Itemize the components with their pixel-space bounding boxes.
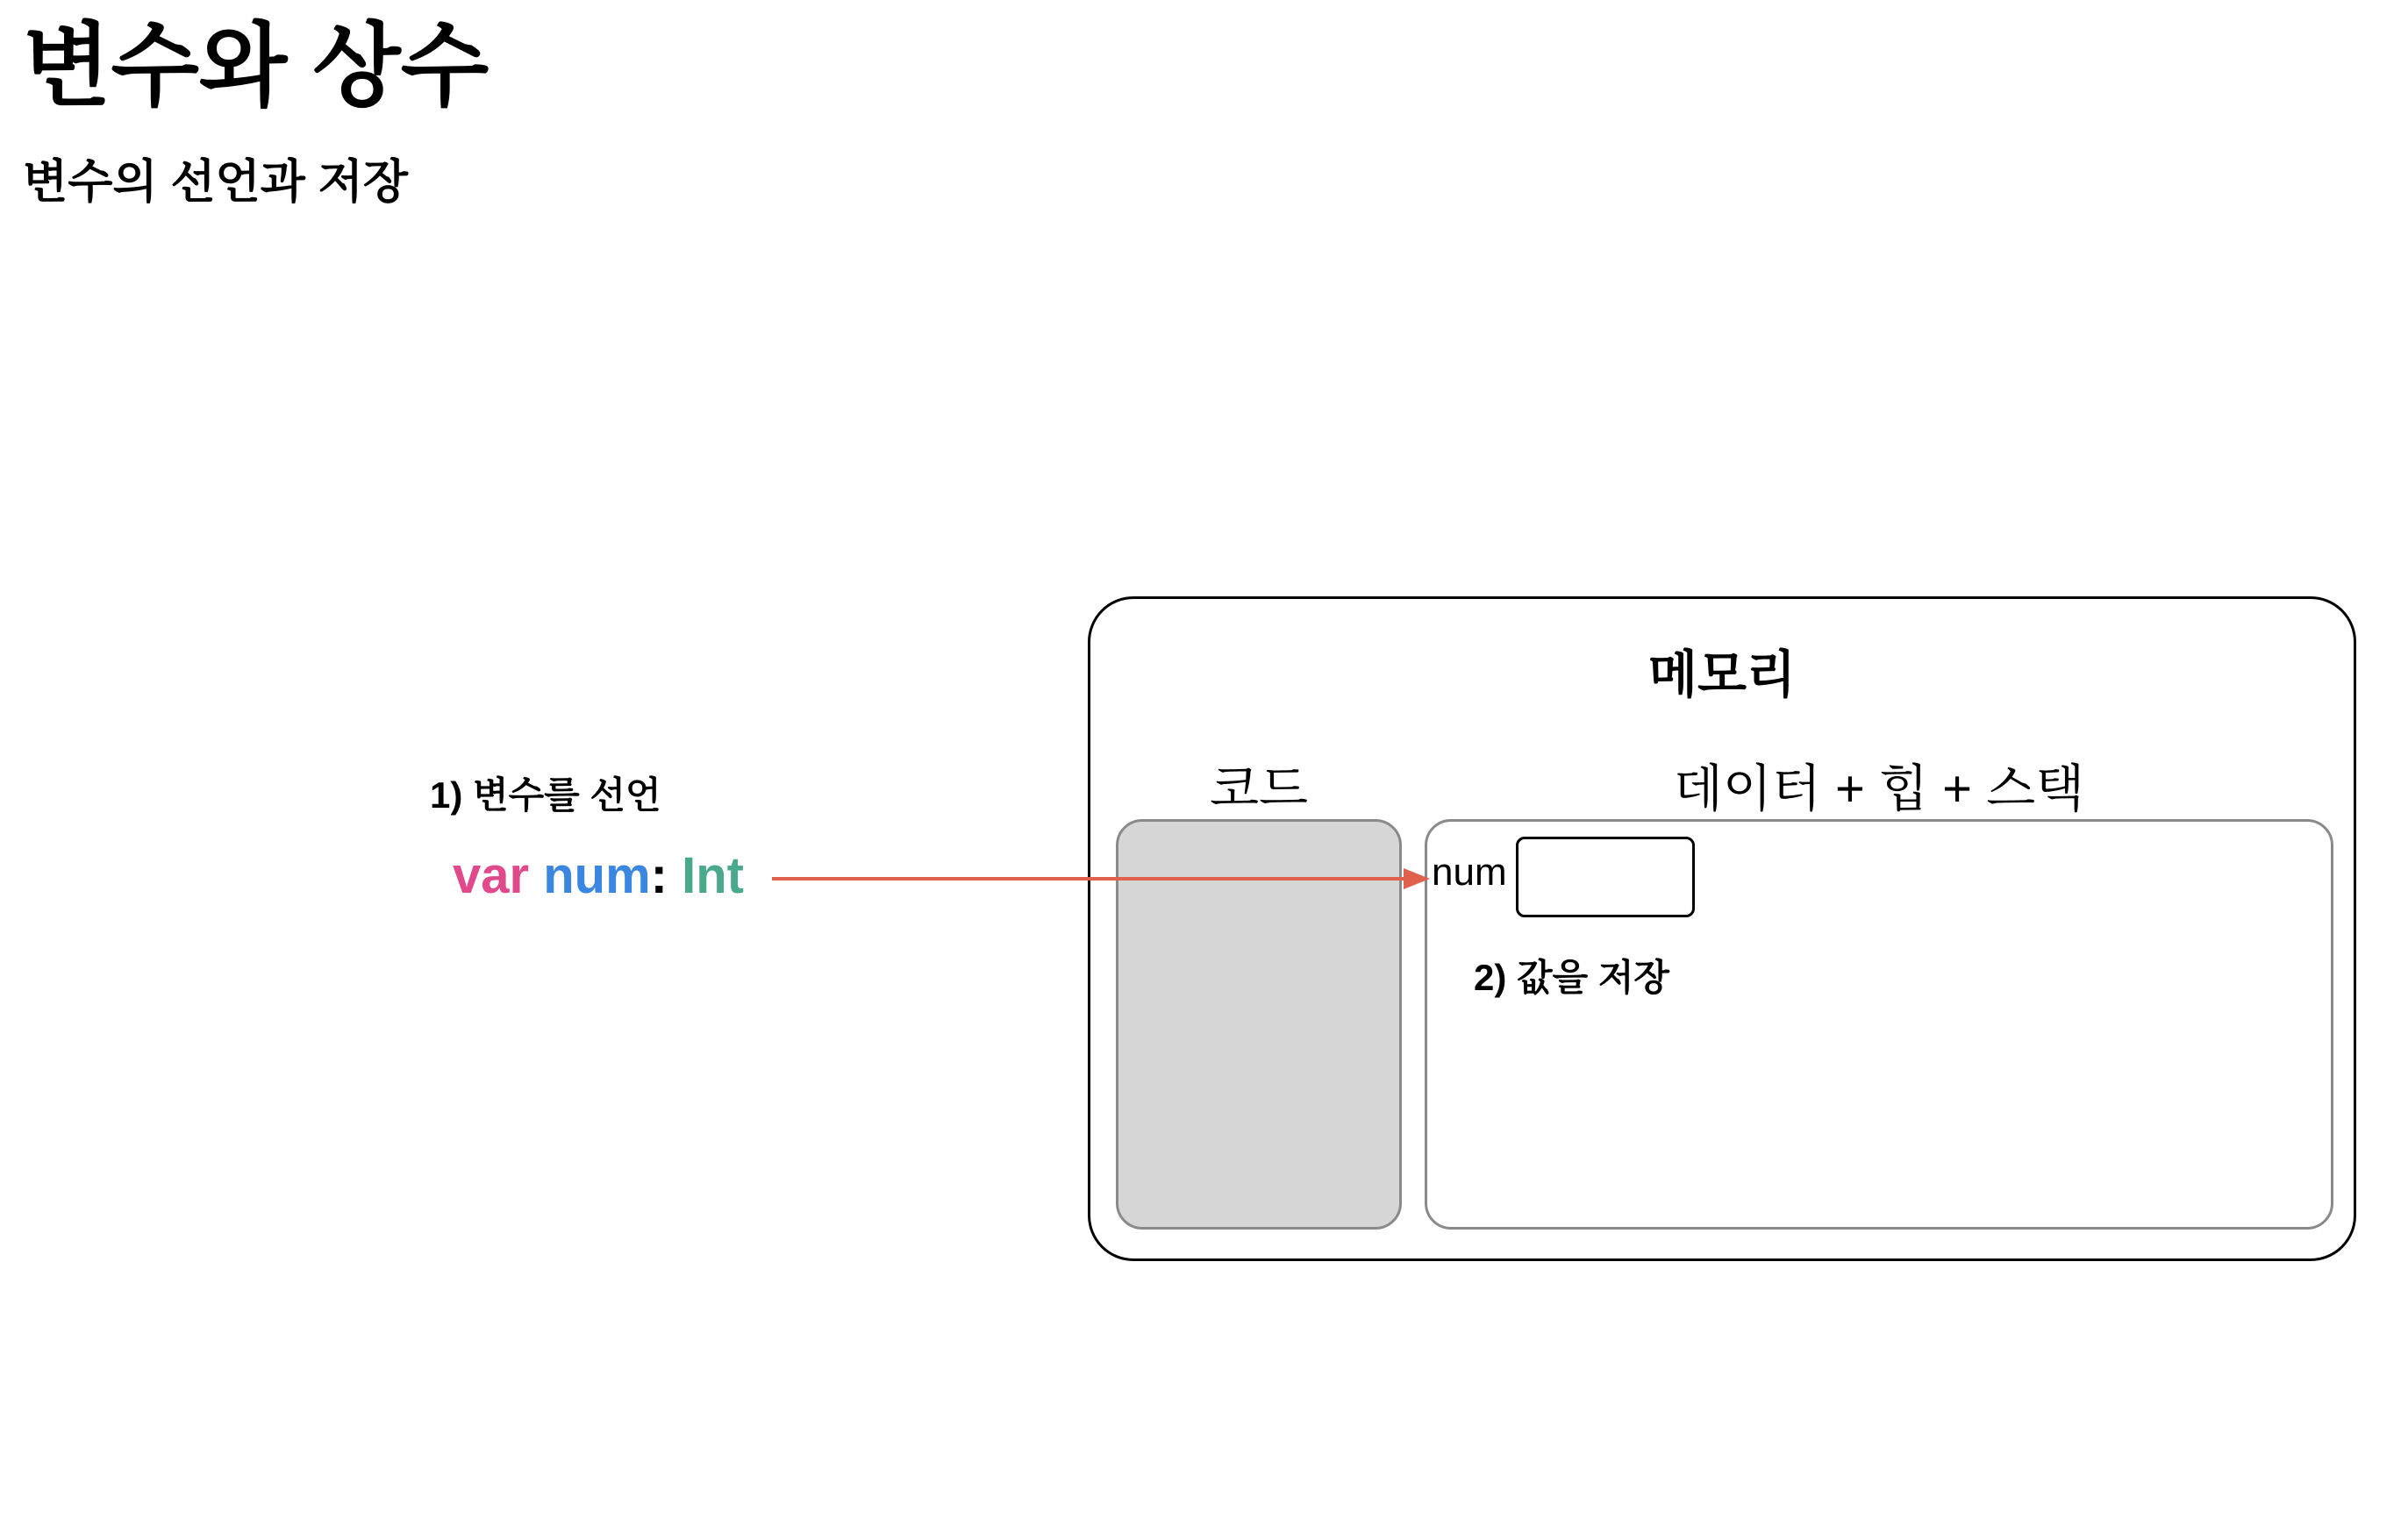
code-identifier: num: [543, 847, 651, 904]
code-keyword: var: [453, 847, 530, 904]
code-region-label: 코드: [1209, 760, 1309, 817]
variable-name-label: num: [1432, 851, 1507, 894]
step1-label: 1) 변수를 선언: [430, 774, 661, 816]
code-type: Int: [682, 847, 744, 904]
data-region-label: 데이터 + 힙 + 스택: [1673, 760, 2085, 817]
code-colon: :: [650, 847, 668, 904]
arrow-head-icon: [1404, 868, 1430, 889]
memory-title: 메모리: [1647, 646, 1797, 703]
page-title: 변수와 상수: [23, 16, 489, 118]
page-subtitle: 변수의 선언과 저장: [23, 156, 409, 208]
step2-label: 2) 값을 저장: [1474, 957, 1669, 998]
